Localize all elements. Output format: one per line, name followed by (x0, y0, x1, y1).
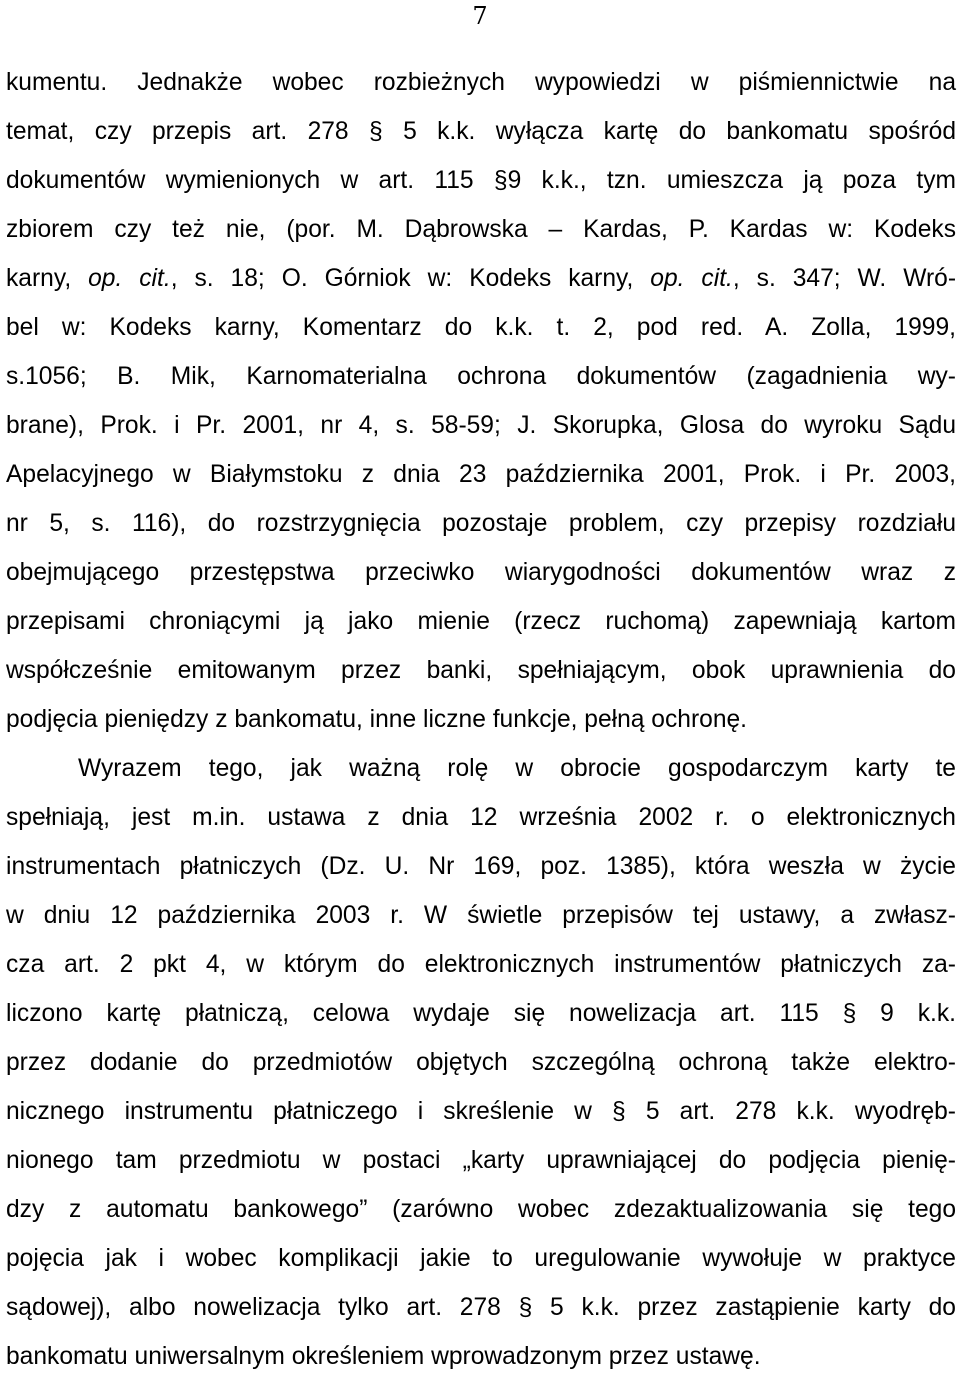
text-segment: bankomatu uniwersalnym określeniem wprowadzonym przez ustawę. (6, 1343, 761, 1370)
italic-text: op. cit. (650, 265, 733, 292)
text-segment: w dniu 12 października 2003 r. W świetle przepisów tej ustawy, a zwłasz- (6, 902, 956, 929)
document-body (6, 58, 956, 1381)
text-line (6, 1283, 956, 1332)
text-line (6, 156, 956, 205)
text-segment: sądowej), albo nowelizacja tylko art. 278 (6, 1294, 519, 1321)
text-segment: przez dodanie do przedmiotów objętych szczególną ochroną także elektro- (6, 1049, 956, 1076)
text-segment: spełniają, jest m.in. ustawa z dnia 12 września 2002 r. o elektronicznych (6, 804, 956, 831)
text-line (6, 1038, 956, 1087)
text-segment: 5 art. 278 k.k. wyodręb- (625, 1098, 956, 1125)
text-segment: zbiorem czy też nie, (por. M. Dąbrowska – Kardas, P. Kardas w: Kodeks (6, 216, 956, 243)
section-symbol: § (842, 1000, 857, 1027)
text-line (6, 1332, 956, 1381)
text-segment: brane), Prok. i Pr. 2001, nr 4, s. 58-59; J. Skorupka, Glosa do wyroku Sądu (6, 412, 956, 439)
section-symbol: § (369, 118, 383, 145)
text-segment: instrumentach płatniczych (Dz. U. Nr 169, poz. 1385), która weszła w życie (6, 853, 956, 880)
text-segment: , s. 18; O. Górniok w: Kodeks karny, (170, 265, 651, 292)
text-line (6, 695, 956, 744)
text-segment: nicznego instrumentu płatniczego i skreślenie w (6, 1098, 613, 1125)
text-segment: bel w: Kodeks karny, Komentarz do k.k. t. 2, pod red. A. Zolla, 1999, (6, 314, 956, 341)
text-line (6, 842, 956, 891)
text-segment: przepisami chroniącymi ją jako mienie (rzecz ruchomą) zapewniają kartom (6, 608, 956, 635)
text-segment: 9 k.k., tzn. umieszcza ją poza tym (507, 167, 956, 194)
text-line (6, 352, 956, 401)
paragraph (6, 58, 956, 744)
text-line (6, 303, 956, 352)
text-segment: Wyrazem tego, jak ważną rolę w obrocie gospodarczym karty te (78, 755, 956, 782)
text-line (6, 254, 956, 303)
text-line (6, 1234, 956, 1283)
text-segment: liczono kartę płatniczą, celowa wydaje się nowelizacja art. 115 (6, 1000, 843, 1027)
text-line (6, 107, 956, 156)
text-segment: s.1056; B. Mik, Karnomaterialna ochrona dokumentów (zagadnienia wy- (6, 363, 956, 390)
text-line (6, 1087, 956, 1136)
text-segment: podjęcia pieniędzy z bankomatu, inne liczne funkcje, pełną ochronę. (6, 706, 748, 733)
section-symbol: § (493, 167, 508, 194)
text-segment: dzy z automatu bankowego” (zarówno wobec zdezaktualizowania się tego (6, 1196, 956, 1223)
text-segment: kumentu. Jednakże wobec rozbieżnych wypowiedzi w piśmiennictwie na (6, 69, 956, 96)
text-segment: karny, (6, 265, 89, 292)
text-line (6, 646, 956, 695)
text-segment: nionego tam przedmiotu w postaci „karty uprawniającej do podjęcia pienię- (6, 1147, 956, 1174)
section-symbol: § (518, 1294, 533, 1321)
text-segment: 5 k.k. wyłącza kartę do bankomatu spośród (382, 118, 956, 145)
text-line (6, 1185, 956, 1234)
text-line (6, 1136, 956, 1185)
text-segment: współcześnie emitowanym przez banki, spełniającym, obok uprawnienia do (6, 657, 956, 684)
text-line (6, 548, 956, 597)
text-segment: 9 k.k. (856, 1000, 956, 1027)
page-number: 7 (472, 2, 488, 30)
text-segment: pojęcia jak i wobec komplikacji jakie to uregulowanie wywołuje w praktyce (6, 1245, 956, 1272)
text-segment: dokumentów wymienionych w art. 115 (6, 167, 494, 194)
text-line (6, 597, 956, 646)
text-line (6, 744, 956, 793)
text-line (6, 205, 956, 254)
text-segment: temat, czy przepis art. 278 (6, 118, 369, 145)
text-line (6, 450, 956, 499)
text-segment: nr 5, s. 116), do rozstrzygnięcia pozostaje problem, czy przepisy rozdziału (6, 510, 956, 537)
text-line (6, 499, 956, 548)
text-segment: cza art. 2 pkt 4, w którym do elektronicznych instrumentów płatniczych za- (6, 951, 956, 978)
text-segment: Apelacyjnego w Białymstoku z dnia 23 października 2001, Prok. i Pr. 2003, (6, 461, 956, 488)
text-segment: , s. 347; W. Wró- (732, 265, 957, 292)
italic-text: op. cit. (88, 265, 171, 292)
text-segment: 5 k.k. przez zastąpienie karty do (532, 1294, 956, 1321)
text-line (6, 58, 956, 107)
text-line (6, 940, 956, 989)
text-line (6, 989, 956, 1038)
paragraph (6, 744, 956, 1381)
text-line (6, 793, 956, 842)
text-line (6, 891, 956, 940)
text-segment: obejmującego przestępstwa przeciwko wiarygodności dokumentów wraz z (6, 559, 956, 586)
section-symbol: § (612, 1098, 626, 1125)
text-line (6, 401, 956, 450)
